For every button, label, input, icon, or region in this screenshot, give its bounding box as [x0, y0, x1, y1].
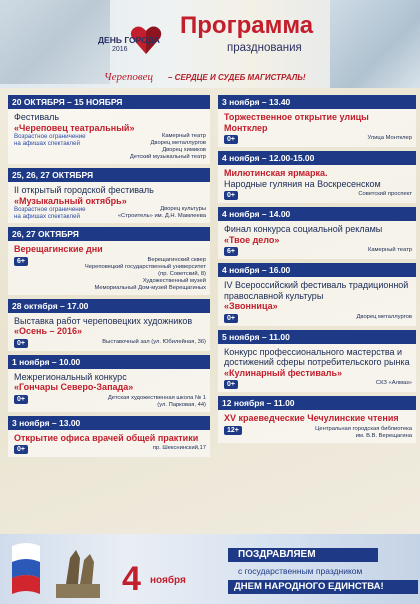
monument-icon	[48, 540, 108, 600]
event-title-red: Торжественное открытие улицы Монтклер	[224, 112, 369, 133]
holiday-name: ДНЕМ НАРОДНОГО ЕДИНСТВА!	[228, 580, 418, 594]
age-badge: 0+	[224, 135, 238, 144]
congratulations-title: ПОЗДРАВЛЯЕМ	[228, 548, 378, 562]
venue: Центральная городская библиотека	[315, 425, 412, 432]
venue: «Строитель» им. Д.Н. Мамлеева	[117, 213, 206, 219]
event-title: II открытый городской фестиваль	[14, 185, 154, 195]
russian-flag-icon	[8, 540, 44, 596]
event-card	[218, 207, 416, 259]
left-column	[8, 95, 210, 461]
event-title-red: «Череповец театральный»	[14, 122, 135, 133]
event-date: 4 ноября – 14.00	[218, 207, 416, 221]
venue: Художественный музей	[142, 277, 206, 284]
age-badge: 0+	[224, 191, 238, 200]
header-photo-left	[0, 0, 110, 84]
age-badge: 6+	[224, 247, 238, 256]
event-title-red: XV краеведческие Чечулинские чтения	[224, 413, 399, 423]
event-card	[8, 299, 210, 351]
venue: Верещагинский сквер	[147, 256, 206, 263]
event-title-red: Верещагинские дни	[14, 244, 103, 254]
event-title-red: «Музыкальный октябрь»	[14, 195, 127, 206]
event-card	[8, 95, 210, 164]
event-title: Народные гуляния на Воскресенском	[224, 178, 381, 189]
venue: Череповецкий государственный университет	[84, 263, 206, 270]
slogan: – СЕРДЦЕ И СУДЕБ МАГИСТРАЛЬ!	[168, 73, 306, 82]
venue: Улица Монтклер	[367, 135, 412, 141]
holiday-month: ноября	[150, 575, 186, 586]
event-title: Конкурс профессионального мастерства и достижений сферы потребительского рынка	[224, 346, 410, 367]
event-card	[8, 355, 210, 412]
event-title-red: «Звонница»	[224, 301, 278, 311]
event-title-red: «Гончары Северо-Запада»	[14, 382, 134, 392]
venue: Советский проспект	[358, 191, 412, 197]
event-date: 3 ноября – 13.40	[218, 95, 416, 109]
event-date: 3 ноября – 13.00	[8, 416, 210, 430]
venue: (пр. Советский, 8)	[158, 270, 206, 277]
city-day-label: ДЕНЬ ГОРОДА	[98, 35, 160, 45]
event-date: 20 ОКТЯБРЯ – 15 НОЯБРЯ	[8, 95, 210, 109]
header-photo-right	[330, 0, 420, 88]
congratulations-text: с государственным праздником	[238, 566, 363, 576]
age-badge: 0+	[224, 380, 238, 389]
venue: Камерный театр	[367, 247, 412, 253]
event-title: Межрегиональный конкурс	[14, 371, 127, 382]
age-badge: 0+	[14, 445, 28, 454]
event-card	[218, 396, 416, 443]
event-date: 12 ноября – 11.00	[218, 396, 416, 410]
event-title: Фестиваль	[14, 112, 60, 122]
age-restriction: Возрастное ограничение на афишах спектаклей	[14, 206, 86, 220]
event-title-red: «Кулинарный фестиваль»	[224, 367, 342, 378]
venue: (ул. Парковая, 44)	[157, 401, 206, 408]
venue: Дворец химиков	[162, 147, 206, 153]
event-date: 25, 26, 27 ОКТЯБРЯ	[8, 168, 210, 182]
venue: Камерный театр	[161, 133, 206, 139]
venue: пр. Шекснинский,17	[152, 445, 206, 451]
event-card	[218, 151, 416, 203]
event-title-red: «Осень – 2016»	[14, 326, 83, 336]
event-title: Выставка работ череповецких художников	[14, 315, 193, 326]
event-card	[8, 416, 210, 458]
age-badge: 12+	[224, 426, 242, 435]
age-badge: 0+	[224, 314, 238, 323]
event-date: 1 ноября – 10.00	[8, 355, 210, 369]
event-date: 28 октября – 17.00	[8, 299, 210, 313]
venue: Дворец металлургов	[356, 313, 412, 320]
year-label: 2016	[112, 46, 128, 53]
age-badge: 0+	[14, 395, 28, 404]
event-card	[8, 168, 210, 223]
event-title: IV Всероссийский фестиваль традиционной православной культуры	[224, 280, 409, 301]
holiday-day: 4	[122, 560, 141, 598]
venue: Детская художественная школа № 1	[107, 394, 206, 401]
city-name: Череповец	[104, 71, 154, 83]
event-date: 26, 27 ОКТЯБРЯ	[8, 227, 210, 241]
venue: Дворец культуры	[160, 206, 206, 212]
venue: Дворец металлургов	[150, 140, 206, 146]
page-title: Программа	[180, 12, 314, 39]
event-date: 4 ноября – 12.00-15.00	[218, 151, 416, 165]
event-card	[218, 330, 416, 393]
venue: Мемориальный Дом-музей Верещагиных	[94, 284, 206, 291]
event-card	[218, 95, 416, 147]
venue: СКЗ «Алмаз»	[375, 380, 412, 386]
venue: Выставочный зал (ул. Юбилейная, 36)	[102, 338, 206, 345]
age-badge: 6+	[14, 257, 28, 266]
venue: им. В.В. Верещагина	[355, 432, 412, 439]
event-date: 5 ноября – 11.00	[218, 330, 416, 344]
page-subtitle: празднования	[227, 42, 302, 54]
event-title-red: «Твое дело»	[224, 234, 280, 245]
event-card	[8, 227, 210, 295]
age-restriction: Возрастное ограничение на афишах спектаклей	[14, 133, 86, 147]
event-card	[218, 263, 416, 326]
event-title: Финал конкурса социальной рекламы	[224, 224, 383, 234]
right-column	[218, 95, 416, 447]
event-date: 4 ноября – 16.00	[218, 263, 416, 277]
event-title-red: Милютинская ярмарка.	[224, 168, 328, 178]
venue: Детский музыкальный театр	[129, 154, 206, 160]
event-title-red: Открытие офиса врачей общей практики	[14, 432, 199, 443]
age-badge: 0+	[14, 339, 28, 348]
